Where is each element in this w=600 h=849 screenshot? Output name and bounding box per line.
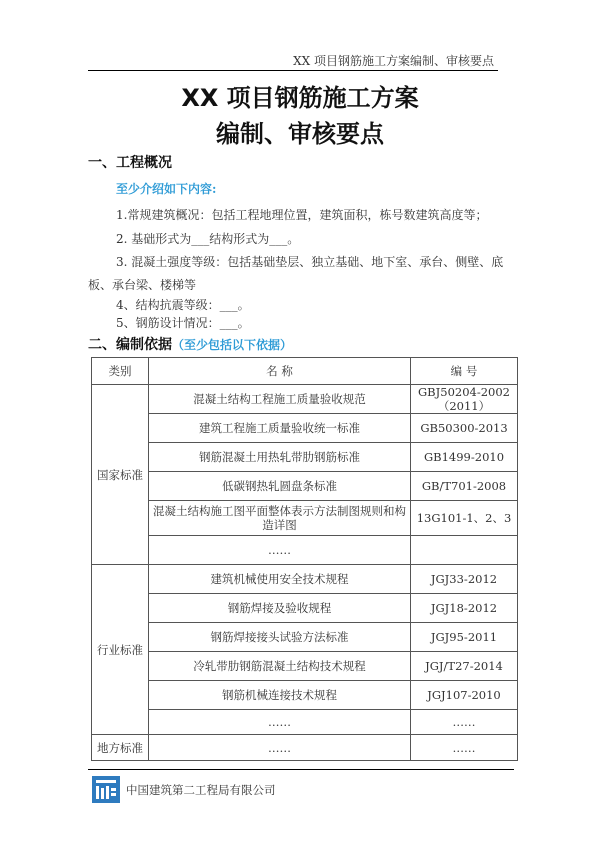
running-header: XX 项目钢筋施工方案编制、审核要点: [293, 54, 494, 68]
standard-code: 13G101-1、2、3: [411, 501, 518, 536]
header-code: 编 号: [411, 358, 518, 385]
overview-item-2: 2. 基础形式为___结构形式为___。: [116, 232, 300, 246]
table-row: [92, 681, 518, 710]
standard-code: JGJ/T27-2014: [411, 652, 518, 681]
standard-name: ……: [149, 735, 411, 761]
table-row: [92, 501, 518, 536]
section1-heading: 一、工程概况: [88, 155, 172, 171]
standard-code: JGJ18-2012: [411, 594, 518, 623]
company-logo: [92, 776, 120, 803]
category-local: 地方标准: [92, 735, 149, 761]
section2-note: （至少包括以下依据）: [172, 338, 293, 352]
table-row: [92, 565, 518, 594]
table-row: [92, 710, 518, 735]
standard-name: 建筑机械使用安全技术规程: [149, 565, 411, 594]
standard-code: GB1499-2010: [411, 443, 518, 472]
overview-item-1: 1.常规建筑概况：包括工程地理位置，建筑面积，栋号数建筑高度等；: [116, 208, 488, 222]
standard-code: ……: [411, 735, 518, 761]
table-row: [92, 623, 518, 652]
category-national: 国家标准: [92, 385, 149, 565]
standard-name: 钢筋混凝土用热轧带肋钢筋标准: [149, 443, 411, 472]
table-row: [92, 594, 518, 623]
table-header-row: [92, 358, 518, 385]
table-row: [92, 735, 518, 761]
overview-item-5: 5、钢筋设计情况：___。: [116, 316, 250, 330]
standard-name: 钢筋机械连接技术规程: [149, 681, 411, 710]
section1-subheading: 至少介绍如下内容:: [116, 182, 217, 196]
footer-rule: [88, 769, 514, 770]
standard-name: 混凝土结构施工图平面整体表示方法制图规则和构造详图: [149, 501, 411, 536]
standard-name: 混凝土结构工程施工质量验收规范: [149, 385, 411, 414]
section2-heading: [88, 334, 292, 354]
overview-item-3-cont: 板、承台梁、楼梯等: [88, 278, 197, 292]
standard-code: JGJ33-2012: [411, 565, 518, 594]
category-industry: 行业标准: [92, 565, 149, 735]
standard-name: 钢筋焊接接头试验方法标准: [149, 623, 411, 652]
table-row: [92, 414, 518, 443]
document-title-line2: 编制、审核要点: [216, 120, 384, 148]
table-row: [92, 652, 518, 681]
table-row: [92, 472, 518, 501]
standard-code: GB/T701-2008: [411, 472, 518, 501]
header-category: 类别: [92, 358, 149, 385]
header-name: 名 称: [149, 358, 411, 385]
company-name: 中国建筑第二工程局有限公司: [126, 783, 276, 797]
standard-code: ……: [411, 710, 518, 735]
standard-name: 低碳钢热轧圆盘条标准: [149, 472, 411, 501]
table-row: [92, 443, 518, 472]
standard-code: GB50300-2013: [411, 414, 518, 443]
standard-name: ……: [149, 536, 411, 565]
section2-title: 二、编制依据: [88, 337, 172, 353]
standard-name: 冷轧带肋钢筋混凝土结构技术规程: [149, 652, 411, 681]
overview-item-3: 3. 混凝土强度等级：包括基础垫层、独立基础、地下室、承台、侧壁、底: [116, 255, 504, 269]
standard-name: 建筑工程施工质量验收统一标准: [149, 414, 411, 443]
standard-code: JGJ107-2010: [411, 681, 518, 710]
standard-code: [411, 536, 518, 565]
header-rule: [88, 70, 498, 71]
table-row: [92, 385, 518, 414]
standard-name: 钢筋焊接及验收规程: [149, 594, 411, 623]
table-row: [92, 536, 518, 565]
standard-code: JGJ95-2011: [411, 623, 518, 652]
standard-name: ……: [149, 710, 411, 735]
overview-item-4: 4、结构抗震等级：___。: [116, 298, 250, 312]
standard-code: GBJ50204-2002（2011）: [411, 385, 518, 414]
basis-table: [91, 357, 518, 761]
document-title-line1: XX 项目钢筋施工方案: [181, 84, 419, 112]
